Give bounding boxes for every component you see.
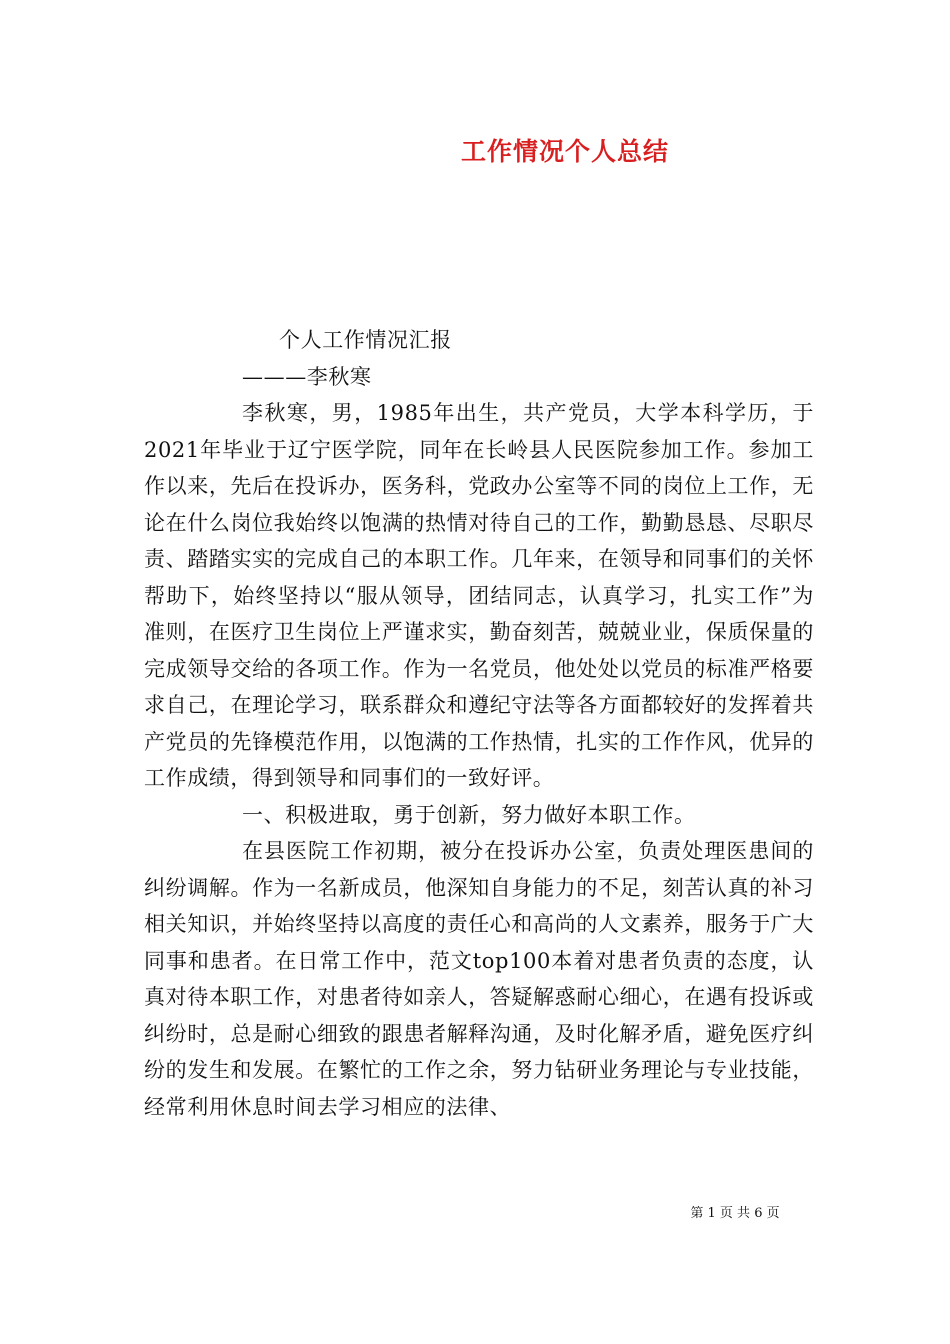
document-title: 工作情况个人总结 bbox=[460, 137, 669, 166]
author-line: ———李秋寒 bbox=[242, 364, 372, 389]
section-heading-1: 一、积极进取，勇于创新，努力做好本职工作。 bbox=[242, 802, 696, 827]
footer-current-page: 1 bbox=[707, 1206, 716, 1221]
page-footer bbox=[0, 1202, 950, 1221]
body-paragraph-intro: 李秋寒，男，1985年出生，共产党员，大学本科学历，于2021年毕业于辽宁医学院，同年在长岭县人民医院参加工作。参加工作以来，先后在投诉办，医务科，党政办公室等不同的岗位上工作，无论在什么岗位我始终以饱满的热情对待自己的工作，勤勤恳恳、尽职尽责、踏踏实实的完成自己的本职工作。几年来，在领导和同事们的关怀帮助下，始终坚持以“服从领导，团结同志，认真学习，扎实工作”为准则，在医疗卫生岗位上严谨求实，勤奋刻苦，兢兢业业，保质保量的完成领导交给的各项工作。作为一名党员，他处处以党员的标准严格要求自己，在理论学习，联系群众和遵纪守法等各方面都较好的发挥着共产党员的先锋模范作用，以饱满的工作热情，扎实的工作作风，优异的工作成绩，得到领导和同事们的一致好评。 bbox=[144, 401, 814, 790]
report-heading: 个人工作情况汇报 bbox=[279, 328, 452, 352]
footer-total-pages: 6 bbox=[754, 1206, 763, 1221]
footer-prefix: 第 bbox=[690, 1206, 704, 1221]
footer-middle: 页 共 bbox=[719, 1206, 751, 1221]
footer-suffix: 页 bbox=[766, 1206, 780, 1221]
body-paragraph-section-1: 在县医院工作初期，被分在投诉办公室，负责处理医患间的纠纷调解。作为一名新成员，他深知自身能力的不足，刻苦认真的补习相关知识，并始终坚持以高度的责任心和高尚的人文素养，服务于广大同事和患者。在日常工作中，范文top100本着对患者负责的态度，认真对待本职工作，对患者待如亲人，答疑解惑耐心细心，在遇有投诉或纠纷时，总是耐心细致的跟患者解释沟通，及时化解矛盾，避免医疗纠纷的发生和发展。在繁忙的工作之余，努力钻研业务理论与专业技能，经常利用休息时间去学习相应的法律、 bbox=[144, 839, 814, 1119]
document-body bbox=[144, 322, 814, 1125]
